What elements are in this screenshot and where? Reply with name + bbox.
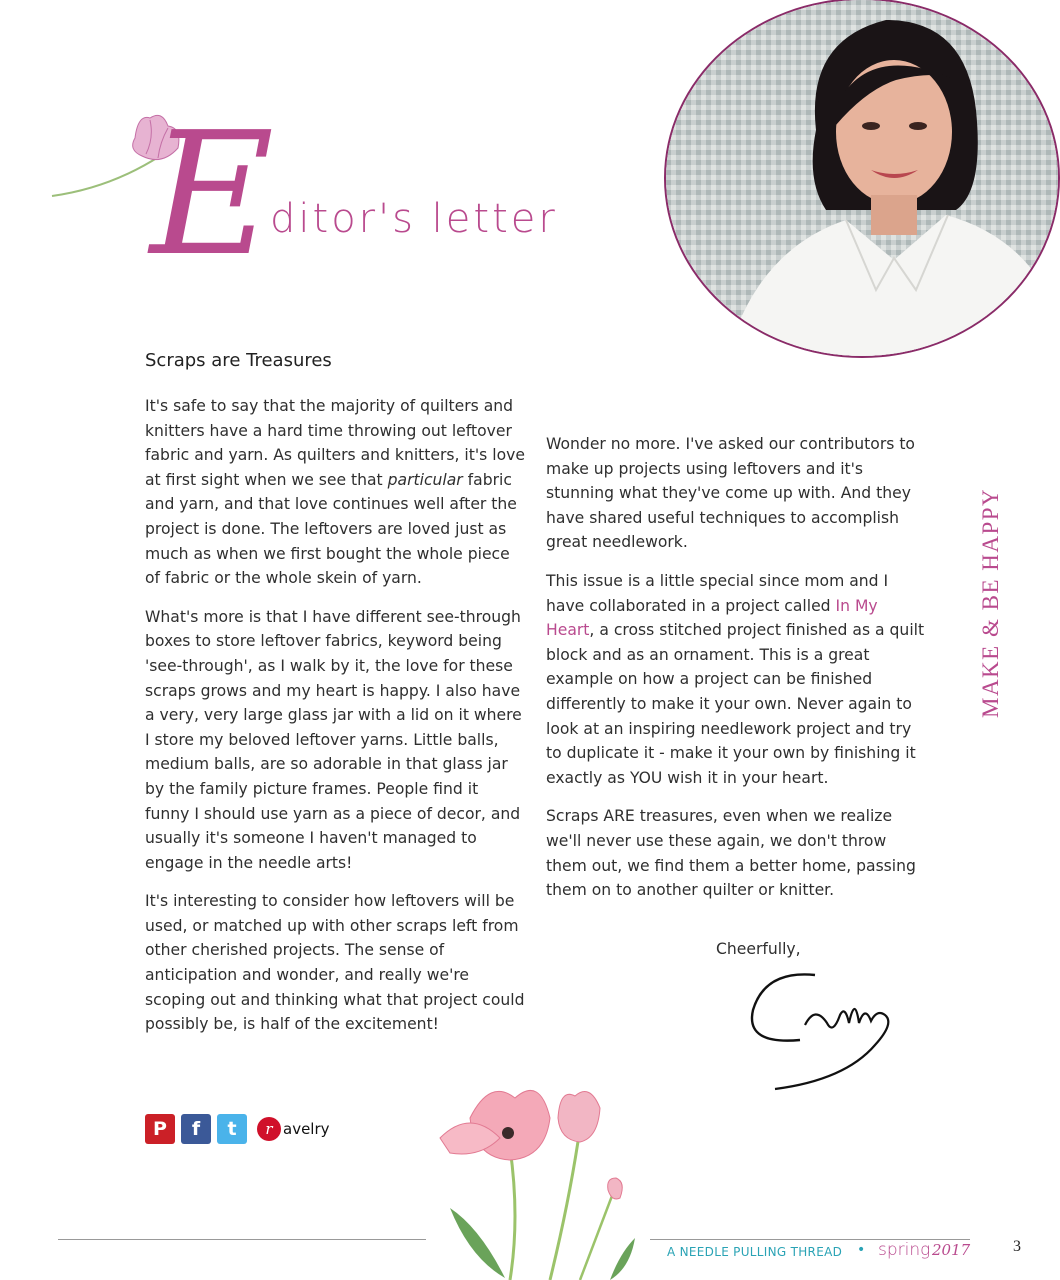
paragraph: It's interesting to consider how leftovers will be used, or matched up with other scraps left from other cherished projects. The sense of anticipation and wonder, and really we're scoping out and thinking what that project could possibly be, is half of the excitement! <box>145 892 525 1034</box>
social-links <box>145 1114 330 1144</box>
sidebar-tagline: MAKE & BE HAPPY <box>978 487 1003 718</box>
article-left-column <box>145 394 525 1051</box>
paragraph: It's safe to say that the majority of quilters and knitters have a hard time throwing out leftover fabric and yarn. As quilters and knitters, it's love at first sight when we see that particular fabric and yarn, and that love continues well after the project is done. The leftovers are loved just as much as when we first bought the whole piece of fabric or the whole skein of yarn. <box>145 397 525 588</box>
page-title: ditor's letter <box>270 196 558 242</box>
paragraph: This issue is a little special since mom and I have collaborated in a project called In My Heart, a cross stitched project finished as a quilt block and as an ornament. This is a great example on how a project can be finished differently to make it your own. Never again to look at an inspiring needlework project and try to duplicate it - make it your own by finishing it exactly as YOU wish it in your heart. <box>546 571 925 787</box>
tulip-illustration-icon <box>430 1078 650 1280</box>
signature <box>745 965 905 1095</box>
ravelry-link[interactable] <box>257 1117 330 1141</box>
closing-text: Cheerfully, <box>716 940 801 958</box>
twitter-icon[interactable]: t <box>217 1114 247 1144</box>
editor-photo <box>664 0 1060 358</box>
ravelry-label: avelry <box>283 1120 330 1138</box>
paragraph: Wonder no more. I've asked our contributors to make up projects using leftovers and it's stunning what they've come up with. And they have shared useful techniques to accomplish great needlework. <box>546 435 915 552</box>
footer-separator: • <box>857 1242 866 1258</box>
facebook-icon[interactable]: f <box>181 1114 211 1144</box>
article-right-column <box>546 432 926 917</box>
footer-publication: A NEEDLE PULLING THREAD <box>667 1245 843 1259</box>
pinterest-icon[interactable]: P <box>145 1114 175 1144</box>
title-initial: E <box>150 96 275 294</box>
paragraph: What's more is that I have different see-through boxes to store leftover fabrics, keyword being 'see-through', as I walk by it, the love for these scraps grows and my heart is happy. I also have a very, very large glass jar with a lid on it where I store my beloved leftover yarns. Little balls, medium balls, are so adorable in that glass jar by the family picture frames. People find it funny I should use yarn as a piece of decor, and usually it's someone I haven't managed to engage in the needle arts! <box>145 607 522 872</box>
footer-season: spring <box>878 1240 931 1260</box>
footer-divider <box>58 1239 426 1240</box>
ravelry-icon: r <box>257 1117 281 1141</box>
footer-year: 2017 <box>932 1241 971 1259</box>
article-title: Scraps are Treasures <box>145 350 332 371</box>
page-number: 3 <box>1013 1238 1021 1255</box>
paragraph: Scraps ARE treasures, even when we realize we'll never use these again, we don't throw them out, we find them a better home, passing them on to another quilter or knitter. <box>546 807 916 900</box>
project-link[interactable]: In My Heart <box>546 596 878 640</box>
